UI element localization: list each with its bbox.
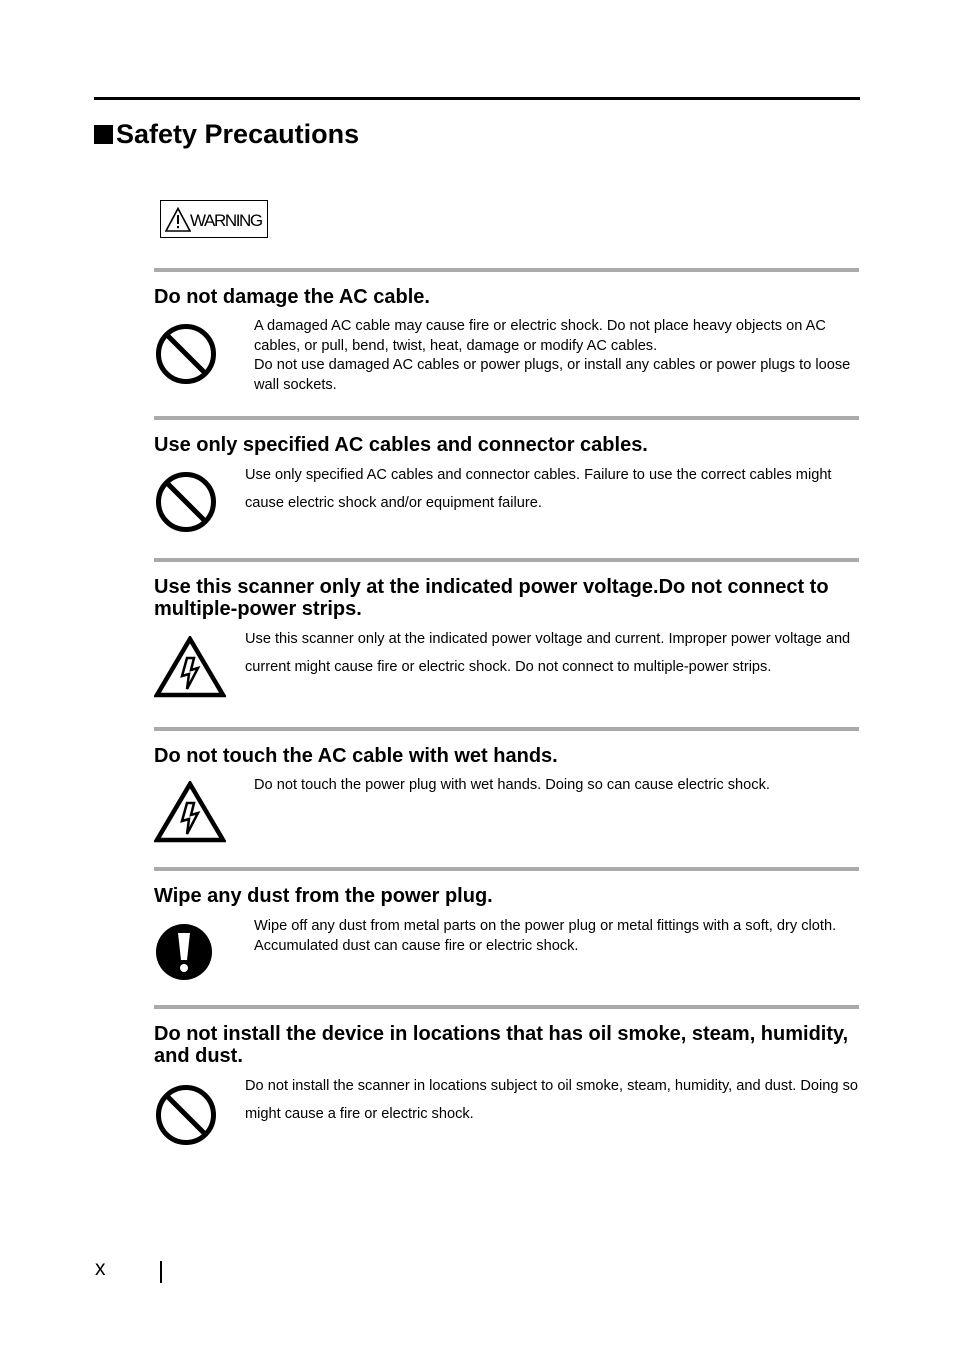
section-divider: [154, 268, 859, 272]
prohibition-icon: [154, 322, 218, 386]
section-title: Do not touch the AC cable with wet hands.: [154, 745, 558, 767]
prohibition-icon: [154, 470, 218, 534]
section-body: A damaged AC cable may cause fire or electric shock. Do not place heavy objects on AC cables, or pull, bend, twist, heat, damage or modify AC cables. Do not use damaged AC cables or power plugs, or install any cables or power plugs to loose wall sockets.: [254, 318, 851, 393]
section-title: Use only specified AC cables and connector cables.: [154, 434, 648, 456]
section-title: Do not install the device in locations that has oil smoke, steam, humidity, and dust.: [154, 1023, 849, 1067]
footer-divider: [160, 1261, 162, 1283]
page-number: x: [95, 1257, 106, 1280]
section-body: Use only specified AC cables and connector cables. Failure to use the correct cables might cause electric shock and/or equipment failure.: [245, 467, 832, 511]
section-title: Use this scanner only at the indicated power voltage.Do not connect to multiple-power strips.: [154, 576, 829, 620]
warning-triangle-icon: [165, 207, 191, 233]
section-divider: [154, 727, 859, 731]
section-divider: [154, 416, 859, 420]
square-bullet-icon: [94, 125, 113, 144]
electric-shock-icon: [154, 781, 226, 843]
section-body: Do not touch the power plug with wet hands. Doing so can cause electric shock.: [254, 777, 770, 793]
section-divider: [154, 558, 859, 562]
safety-item: [154, 416, 859, 551]
section-body: Do not install the scanner in locations subject to oil smoke, steam, humidity, and dust. Doing so might cause a fire or electric shock.: [245, 1078, 858, 1122]
section-divider: [154, 867, 859, 871]
safety-item: [154, 1005, 859, 1155]
page-title-text: Safety Precautions: [116, 119, 360, 149]
electric-shock-icon: [154, 636, 226, 698]
section-title: Do not damage the AC cable.: [154, 286, 430, 308]
mandatory-action-icon: [154, 922, 214, 982]
safety-item: [154, 867, 859, 1002]
top-rule: [94, 97, 860, 100]
safety-item: [154, 727, 859, 862]
section-body: Use this scanner only at the indicated power voltage and current. Improper power voltage and current might cause fire or electric shock. Do not connect to multiple-power strips.: [245, 631, 851, 675]
safety-item: [154, 558, 859, 723]
safety-item: [154, 268, 859, 408]
page-title: [94, 116, 359, 152]
warning-label: WARNING: [190, 211, 262, 230]
section-divider: [154, 1005, 859, 1009]
prohibition-icon: [154, 1083, 218, 1147]
section-body: Wipe off any dust from metal parts on the power plug or metal fittings with a soft, dry cloth. Accumulated dust can cause fire or electric shock.: [254, 918, 837, 954]
warning-badge: [160, 200, 268, 238]
section-title: Wipe any dust from the power plug.: [154, 885, 493, 907]
